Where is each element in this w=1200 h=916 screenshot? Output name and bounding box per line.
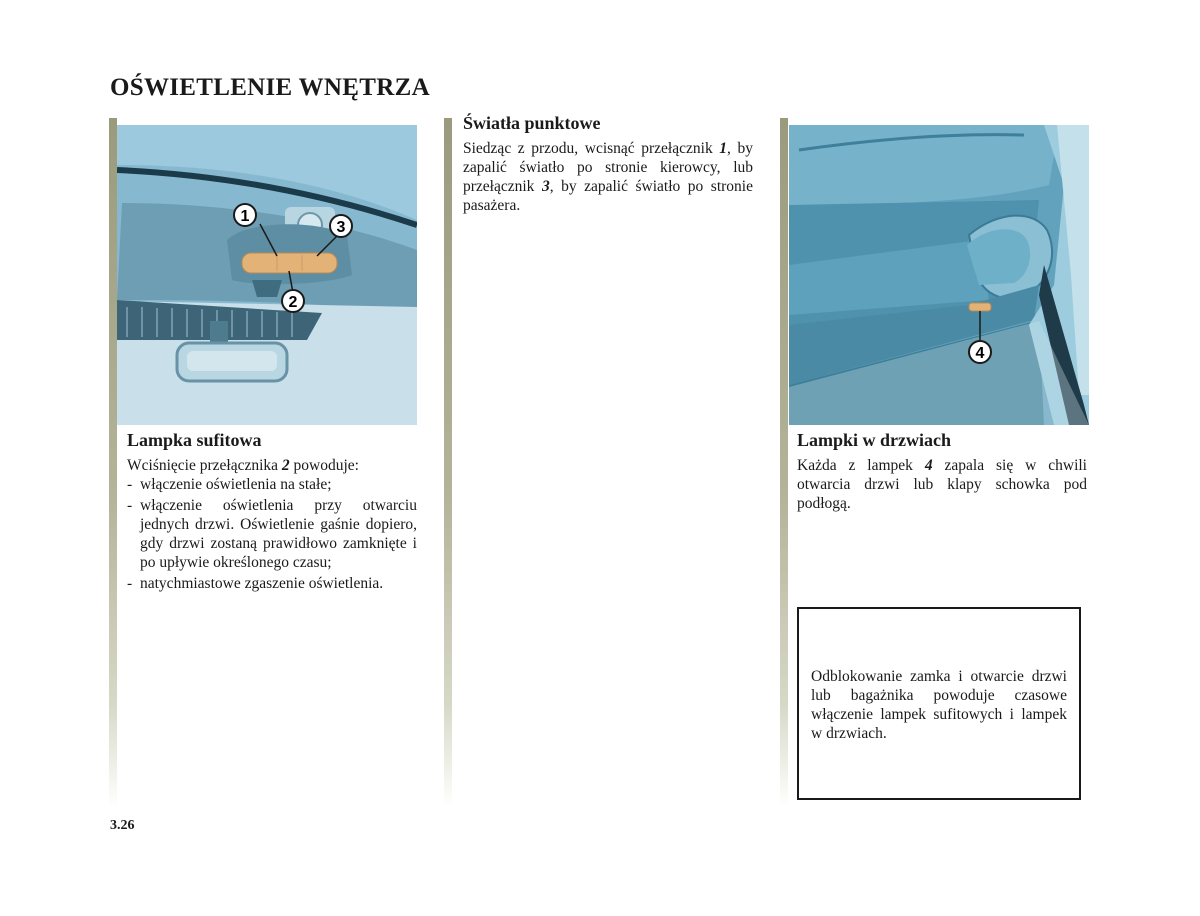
switch-number: 2 <box>281 457 290 474</box>
callout-4-label: 4 <box>975 345 985 362</box>
spot-lights-heading: Światła punktowe <box>463 113 601 133</box>
intro-text-end: powoduje: <box>289 457 359 474</box>
callout-2-icon <box>282 290 304 312</box>
door-lights-body <box>797 456 1087 513</box>
door-lights-heading: Lampki w drzwiach <box>797 430 952 450</box>
page-title: OŚWIETLENIE WNĘTRZA <box>110 74 430 101</box>
list-item: - natychmiastowe zgaszenie oświetlenia. <box>127 574 417 593</box>
lamp-number: 4 <box>924 457 933 474</box>
switch-number: 3 <box>541 178 550 195</box>
ceiling-light-list <box>127 475 417 593</box>
door-light-photo <box>789 125 1089 425</box>
left-column-bar <box>109 118 117 808</box>
callout-1-icon <box>234 204 256 226</box>
spot-lights-section <box>463 113 753 215</box>
ceiling-light-body <box>127 456 417 593</box>
callout-4-icon <box>969 341 991 363</box>
callout-1-label: 1 <box>240 208 250 225</box>
ceiling-light-intro <box>127 456 417 475</box>
body-text-part: , by zapalić światło po stronie pasażera. <box>463 178 753 214</box>
door-lights-section <box>797 430 1087 513</box>
callout-2-label: 2 <box>288 294 298 311</box>
note-box <box>797 607 1081 800</box>
note-text: Odblokowanie zamka i otwarcie drzwi lub bagażnika powoduje czasowe włączenie lampek sufitowych i lampek w drzwiach. <box>811 668 1067 742</box>
list-item: - włączenie oświetlenia przy otwarciu jednych drzwi. Oświetlenie gaśnie dopiero, gdy drzwi zostaną prawidłowo zamknięte i po upływie określonego czasu; <box>127 496 417 572</box>
body-text-part: zapala się w chwili otwarcia drzwi lub klapy schowka pod podłogą. <box>797 457 1087 512</box>
ceiling-light-photo <box>117 125 417 425</box>
ceiling-light-heading: Lampka sufitowa <box>127 430 262 450</box>
body-text-part: Każda z lampek <box>797 457 925 474</box>
middle-column-bar <box>444 118 452 808</box>
list-item: - włączenie oświetlenia na stałe; <box>127 475 417 494</box>
right-column-bar <box>780 118 788 808</box>
callout-3-icon <box>330 215 352 237</box>
switch-number: 1 <box>719 140 728 157</box>
body-text-part: , by zapalić światło po stronie kierowcy, lub przełącznik <box>463 140 753 195</box>
callout-3-label: 3 <box>336 219 346 236</box>
body-text-part: Siedząc z przodu, wcisnąć przełącznik <box>463 140 720 157</box>
spot-lights-body <box>463 139 753 215</box>
ceiling-light-section <box>127 430 417 595</box>
intro-text: Wciśnięcie przełącznika <box>127 457 282 474</box>
page-number: 3.26 <box>110 818 135 833</box>
